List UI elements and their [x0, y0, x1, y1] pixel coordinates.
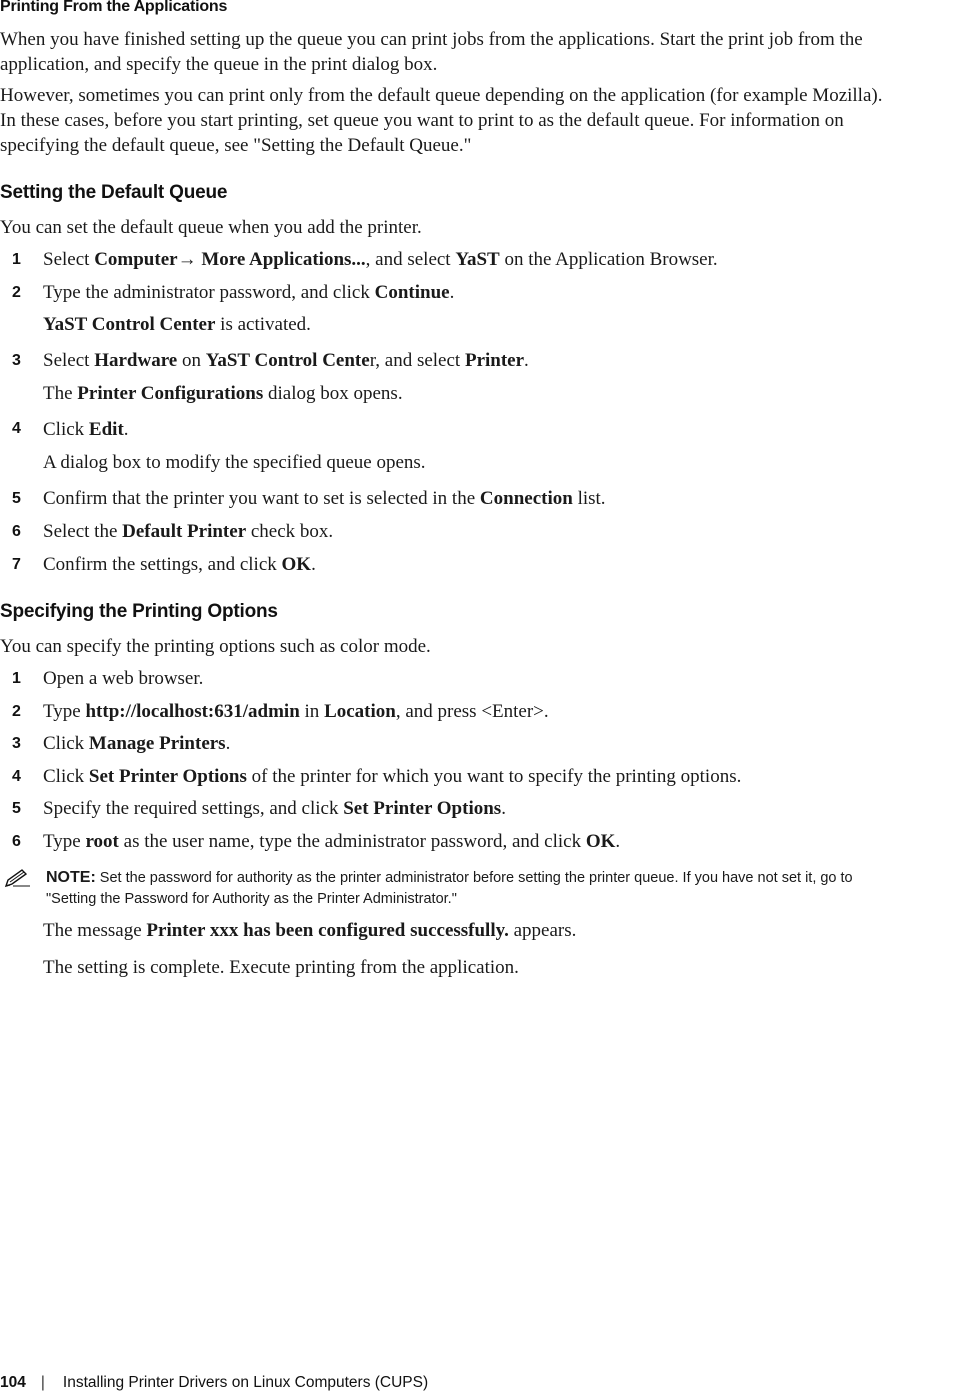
- note-text: NOTE: Set the password for authority as the printer administrator before setting the printer queue. If you have not set it, go to "Setting the Password for Authority as the Printer Administrator.": [46, 869, 853, 907]
- paragraph-1-line-2: application, and specify the queue in the print dialog box.: [0, 54, 438, 75]
- step-text: Select Hardware on YaST Control Center, and select Printer.: [43, 350, 529, 371]
- step-number: 6: [12, 833, 21, 850]
- heading-specifying-printing-options: Specifying the Printing Options: [0, 601, 278, 622]
- confirmation-message: The message Printer xxx has been configured successfully. appears.: [43, 920, 577, 941]
- step-number: 1: [12, 251, 21, 268]
- step-text: Specify the required settings, and click Set Printer Options.: [43, 798, 506, 819]
- final-statement: The setting is complete. Execute printing from the application.: [43, 957, 519, 978]
- step-text: Type root as the user name, type the administrator password, and click OK.: [43, 831, 621, 852]
- section3-intro: You can specify the printing options such as color mode.: [0, 636, 431, 657]
- chapter-title: Installing Printer Drivers on Linux Computers (CUPS): [62, 1374, 429, 1391]
- step-number: 5: [12, 490, 21, 507]
- step-result: The Printer Configurations dialog box opens.: [43, 383, 403, 404]
- step-number: 2: [12, 703, 21, 720]
- step-number: 3: [12, 352, 21, 369]
- note-label: NOTE:: [46, 869, 96, 886]
- section2-intro: You can set the default queue when you add the printer.: [0, 217, 422, 238]
- page-footer: [0, 1374, 428, 1392]
- step-number: 2: [12, 284, 21, 301]
- footer-separator: |: [40, 1374, 45, 1391]
- step-text: Click Manage Printers.: [43, 733, 231, 754]
- step-number: 6: [12, 523, 21, 540]
- step-result: YaST Control Center is activated.: [43, 314, 311, 335]
- step-text: Click Edit.: [43, 419, 129, 440]
- step-text: Type http://localhost:631/admin in Location, and press <Enter>.: [43, 701, 549, 722]
- step-number: 3: [12, 735, 21, 752]
- paragraph-2-line-2: In these cases, before you start printing, set queue you want to print to as the default queue. For information on: [0, 110, 844, 131]
- arrow-icon: →: [177, 249, 197, 270]
- step-text: Select Computer→ More Applications..., and select YaST on the Application Browser.: [43, 249, 718, 270]
- step-text: Confirm the settings, and click OK.: [43, 554, 316, 575]
- step-text: Click Set Printer Options of the printer for which you want to specify the printing options.: [43, 766, 742, 787]
- step-text: Open a web browser.: [43, 668, 204, 689]
- paragraph-2-line-1: However, sometimes you can print only from the default queue depending on the application (for example Mozilla).: [0, 85, 883, 106]
- note-pencil-icon: [4, 868, 32, 888]
- heading-printing-from-applications: Printing From the Applications: [0, 0, 228, 15]
- step-text: Type the administrator password, and click Continue.: [43, 282, 455, 303]
- paragraph-1-line-1: When you have finished setting up the queue you can print jobs from the applications. Start the print job from the: [0, 29, 863, 50]
- heading-setting-default-queue: Setting the Default Queue: [0, 182, 228, 203]
- step-text: Confirm that the printer you want to set is selected in the Connection list.: [43, 488, 606, 509]
- step-number: 5: [12, 800, 21, 817]
- paragraph-2-line-3: specifying the default queue, see "Setting the Default Queue.": [0, 135, 472, 156]
- step-number: 1: [12, 670, 21, 687]
- step-text: Select the Default Printer check box.: [43, 521, 334, 542]
- step-number: 4: [12, 768, 21, 785]
- step-number: 7: [12, 556, 21, 573]
- page-number: 104: [0, 1374, 26, 1391]
- step-result: A dialog box to modify the specified queue opens.: [43, 452, 426, 473]
- step-number: 4: [12, 420, 21, 437]
